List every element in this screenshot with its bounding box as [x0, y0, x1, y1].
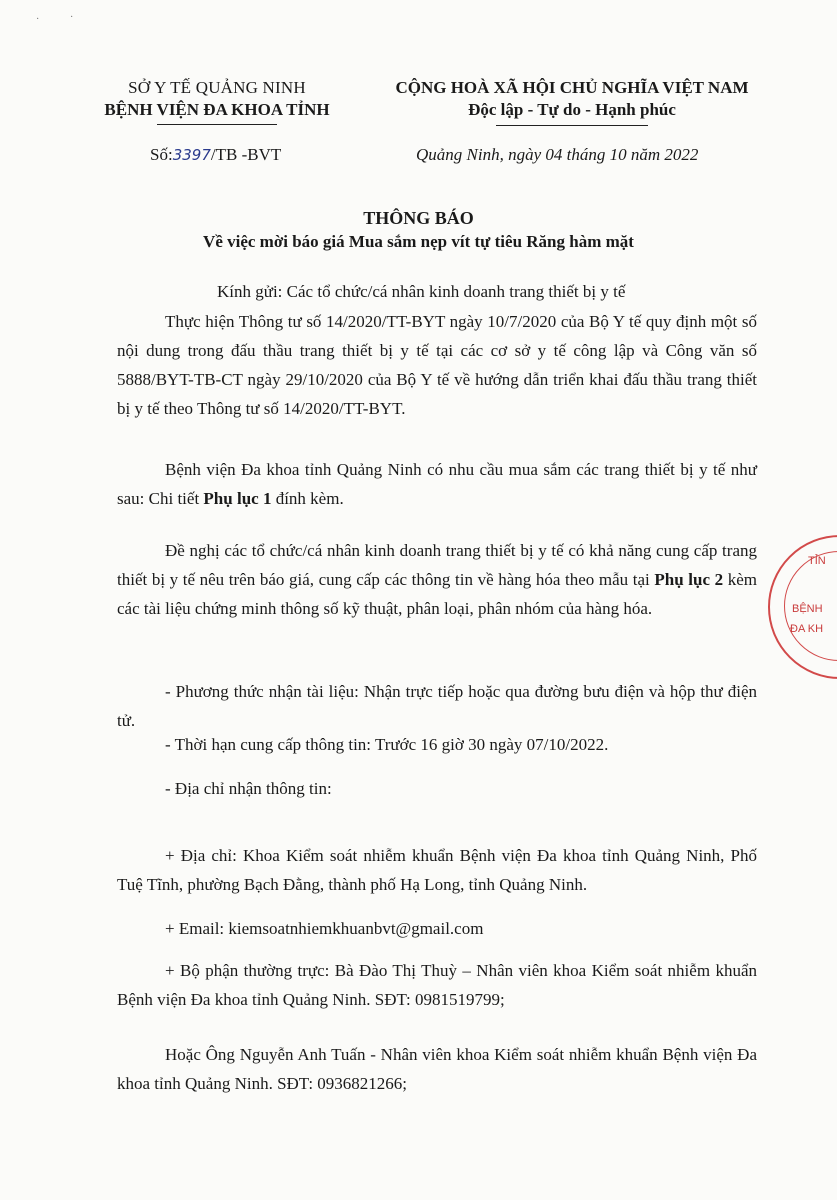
red-stamp	[768, 535, 837, 679]
stamp-text-bottom: ĐA KH	[790, 623, 824, 635]
paragraph-8	[117, 914, 757, 943]
paragraph-4	[117, 677, 757, 735]
paragraph-3	[117, 536, 757, 623]
paragraph-3-text: Đề nghị các tổ chức/cá nhân kinh doanh trang thiết bị y tế có khả năng cung cấp trang thiết bị y tế nêu trên báo giá, cung cấp các thông tin về hàng hóa theo mẫu tại	[117, 541, 757, 589]
alternate-contact: Hoặc Ông Nguyễn Anh Tuấn - Nhân viên khoa Kiểm soát nhiễm khuẩn Bệnh viện Đa khoa tỉnh Quảng Ninh. SĐT: 0936821266;	[117, 1045, 757, 1093]
paragraph-6	[117, 774, 757, 803]
paragraph-2-tail: đính kèm.	[271, 489, 344, 508]
recipient-line: Kính gửi: Các tổ chức/cá nhân kinh doanh trang thiết bị y tế	[217, 282, 626, 301]
document-page: · · SỞ Y TẾ QUẢNG NINH BỆNH VIỆN ĐA KHOA TỈNH CỘNG HOÀ XÃ HỘI CHỦ NGHĨA VIỆT NAM Độc lập - Tự do - Hạnh phúc Số:3397/TB -BVT Quảng Ninh, ngày 04 tháng 10 năm 2022 THÔNG BÁO Về việc mời báo giá Mua sắm nẹp vít tự tiêu Răng hàm mặt Kính gửi: Các tổ chức/cá nhân kinh doanh trang thiết bị y tế Thực hiện Thông tư số 14/2020/TT-BYT ngày 10/7/2020 của Bộ Y tế quy định một số nội dung trong đấu thầu trang thiết bị y tế tại các cơ sở y tế công lập và Công văn số 5888/BYT-TB-CT ngày 29/10/2020 của Bộ Y tế về hướng dẫn triển khai đấu thầu trang thiết bị y tế theo Thông tư số 14/2020/TT-BYT. Bệnh viện Đa khoa tỉnh Quảng Ninh có nhu cầu mua sắm các trang thiết bị y tế như sau: Chi tiết Phụ lục 1 đính kèm. Đề nghị các tổ chức/cá nhân kinh doanh trang thiết bị y tế có khả năng cung cấp trang thiết bị y tế nêu trên báo giá, cung cấp các thông tin về hàng hóa theo mẫu tại Phụ lục 2 kèm các tài liệu chứng minh thông số kỹ thuật, phân loại, phân nhóm của hàng hóa. - Phương thức nhận tài liệu: Nhận trực tiếp hoặc qua đường bưu điện và hộp thư điện tử. - Thời hạn cung cấp thông tin: Trước 16 giờ 30 ngày 07/10/2022. - Địa chỉ nhận thông tin: + Địa chỉ: Khoa Kiểm soát nhiễm khuẩn Bệnh viện Đa khoa tỉnh Quảng Ninh, Phố Tuệ Tĩnh, phường Bạch Đằng, thành phố Hạ Long, tỉnh Quảng Ninh. + Email: kiemsoatnhiemkhuanbvt@gmail.com + Bộ phận thường trực: Bà Đào Thị Thuỳ – Nhân viên khoa Kiểm soát nhiễm khuẩn Bệnh viện Đa khoa tỉnh Quảng Ninh. SĐT: 0981519799; Hoặc Ông Nguyễn Anh Tuấn - Nhân viên khoa Kiểm soát nhiễm khuẩn Bệnh viện Đa khoa tỉnh Quảng Ninh. SĐT: 0936821266; TỈN BỆNH ĐA KH	[0, 0, 837, 1200]
motto-underline	[496, 125, 648, 126]
receipt-method: - Phương thức nhận tài liệu: Nhận trực tiếp hoặc qua đường bưu điện và hộp thư điện tử.	[117, 682, 757, 730]
appendix-1-ref: Phụ lục 1	[203, 489, 272, 508]
department-name: SỞ Y TẾ QUẢNG NINH	[128, 78, 306, 97]
doc-number-prefix: Số:	[150, 145, 173, 164]
nation-name: CỘNG HOÀ XÃ HỘI CHỦ NGHĨA VIỆT NAM	[395, 78, 749, 97]
address-text: + Địa chỉ: Khoa Kiểm soát nhiễm khuẩn Bệnh viện Đa khoa tỉnh Quảng Ninh, Phố Tuệ Tĩnh, phường Bạch Đằng, thành phố Hạ Long, tỉnh Quảng Ninh.	[117, 846, 757, 894]
hospital-name: BỆNH VIỆN ĐA KHOA TỈNH	[104, 100, 330, 119]
document-number	[150, 145, 281, 165]
issuing-authority	[82, 77, 352, 125]
stamp-text-top: TỈN	[808, 555, 826, 567]
paragraph-5	[117, 730, 757, 759]
paragraph-3-tail: kèm các tài liệu chứng minh thông số kỹ thuật, phân loại, phân nhóm của hàng hóa.	[117, 570, 757, 618]
national-header	[372, 77, 772, 126]
paragraph-2	[117, 455, 757, 513]
address-heading: - Địa chỉ nhận thông tin:	[165, 779, 332, 798]
paragraph-1-text: Thực hiện Thông tư số 14/2020/TT-BYT ngày 10/7/2020 của Bộ Y tế quy định một số nội dung trong đấu thầu trang thiết bị y tế tại các cơ sở y tế công lập và Công văn số 5888/BYT-TB-CT ngày 29/10/2020 của Bộ Y tế về hướng dẫn triển khai đấu thầu trang thiết bị y tế theo Thông tư số 14/2020/TT-BYT.	[117, 312, 757, 418]
national-motto: Độc lập - Tự do - Hạnh phúc	[468, 100, 676, 119]
document-title: THÔNG BÁO	[363, 208, 474, 228]
paragraph-10	[117, 1040, 757, 1098]
paragraph-7	[117, 841, 757, 899]
paragraph-2-text: Bệnh viện Đa khoa tỉnh Quảng Ninh có nhu cầu mua sắm các trang thiết bị y tế như sau: Chi tiết	[117, 460, 757, 508]
document-subtitle: Về việc mời báo giá Mua sắm nẹp vít tự tiêu Răng hàm mặt	[203, 232, 634, 251]
date-line: Quảng Ninh, ngày 04 tháng 10 năm 2022	[416, 145, 699, 164]
doc-number-handwritten: 3397	[172, 146, 211, 164]
deadline: - Thời hạn cung cấp thông tin: Trước 16 giờ 30 ngày 07/10/2022.	[165, 735, 609, 754]
paragraph-9	[117, 956, 757, 1014]
hospital-underline	[157, 124, 277, 125]
doc-number-suffix: /TB -BVT	[210, 145, 282, 164]
email-text: + Email: kiemsoatnhiemkhuanbvt@gmail.com	[165, 919, 484, 938]
duty-contact: + Bộ phận thường trực: Bà Đào Thị Thuỳ – Nhân viên khoa Kiểm soát nhiễm khuẩn Bệnh viện Đa khoa tỉnh Quảng Ninh. SĐT: 0981519799;	[117, 961, 757, 1009]
appendix-2-ref: Phụ lục 2	[654, 570, 724, 589]
paragraph-1	[117, 307, 757, 423]
stamp-text-middle: BỆNH	[792, 603, 823, 615]
